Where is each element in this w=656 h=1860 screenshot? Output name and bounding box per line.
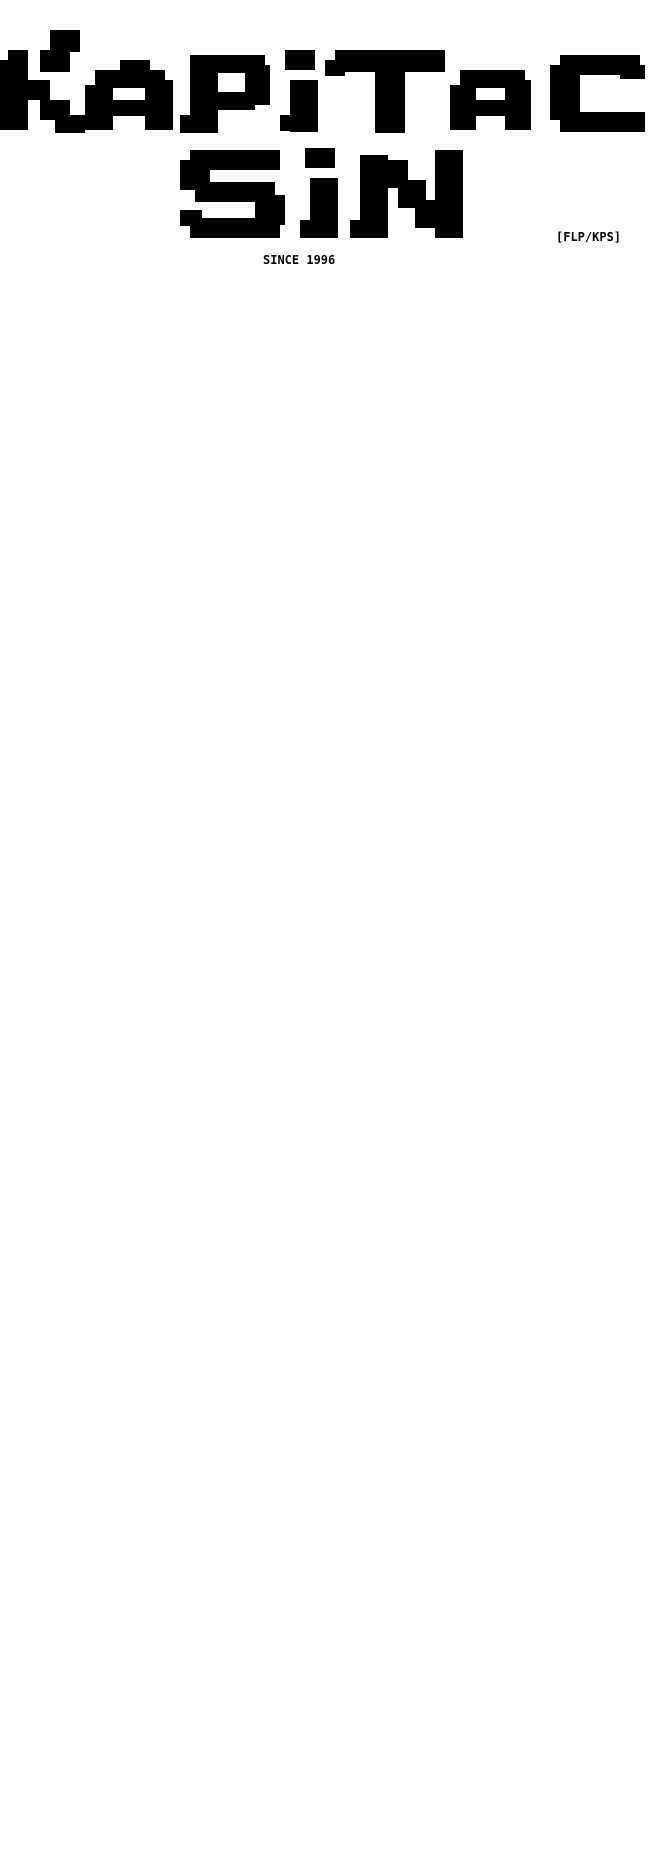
since-tagline: SINCE 1996 [263,253,336,267]
logo-letter-s [180,150,285,238]
logo-letter-c [550,55,645,132]
group-tag: [FLP/KPS] [556,230,622,244]
logo-letter-i [280,50,318,132]
logo-letter-p [180,55,270,133]
logo-letter-k [0,30,85,133]
logo-letter-i2 [300,148,338,238]
kapital-sin-logo [0,20,656,250]
logo-letter-a [85,60,173,130]
logo-letter-n [350,150,463,238]
logo-letter-a2 [450,70,531,130]
logo-letter-t [325,50,445,133]
